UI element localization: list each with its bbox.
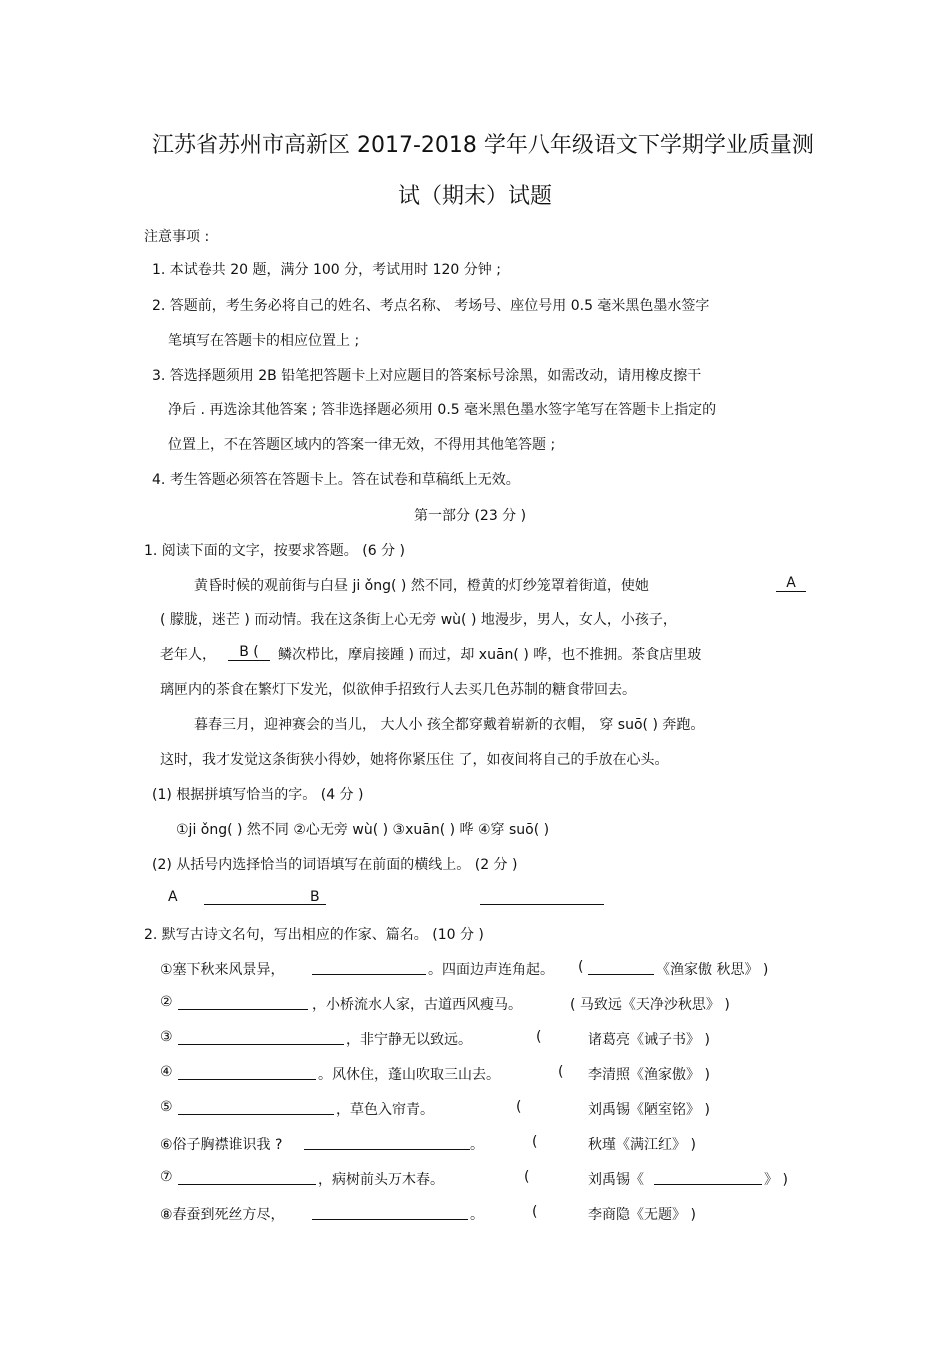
q2-line7-pre: ⑦ <box>160 1169 173 1185</box>
q1-passage-line3b: 鳞次栉比，摩肩接踵 ) 而过，却 xuān( ) 哗，也不推拥。茶食店里玻 <box>278 647 702 663</box>
q1-sub2: (2) 从括号内选择恰当的词语填写在前面的横线上。 (2 分 ) <box>152 857 518 873</box>
doc-title-line1: 江苏省苏州市高新区 2017-2018 学年八年级语文下学期学业质量测 <box>152 133 814 158</box>
part1-heading: 第一部分 (23 分 ) <box>414 508 527 524</box>
q2-line6-post: 。 <box>470 1137 484 1153</box>
q1-answer-a-blank[interactable] <box>204 904 326 905</box>
q1-sub1: (1) 根据拼填写恰当的字。 (4 分 ) <box>152 787 364 803</box>
notice-item-2-cont: 笔填写在答题卡的相应位置上 ; <box>168 333 360 349</box>
q2-line5-blank[interactable] <box>178 1114 334 1115</box>
q2-line4-blank[interactable] <box>178 1079 316 1080</box>
q2-line4-src: 李清照《渔家傲》 ) <box>588 1067 710 1083</box>
q2-line4-post: 。风休住，蓬山吹取三山去。 <box>318 1067 500 1083</box>
q2-line1-src-open: ( <box>578 959 584 975</box>
q2-line7-src-open: ( <box>524 1169 530 1185</box>
q2-line5-pre: ⑤ <box>160 1099 173 1115</box>
doc-title-line2: 试（期末）试题 <box>398 184 553 209</box>
q1-stem: 1. 阅读下面的文字，按要求答题。 (6 分 ) <box>144 543 405 559</box>
q2-line8-post: 。 <box>470 1207 484 1223</box>
q1-a-label: A <box>786 575 796 591</box>
q1-answer-b-label: B <box>310 889 320 905</box>
q2-line5-post: ，草色入帘青。 <box>336 1102 434 1118</box>
q1-blank-a-label <box>776 575 806 592</box>
q2-line3-src: 诸葛亮《诫子书》 ) <box>588 1032 710 1048</box>
q1-blank-b-label <box>228 644 270 661</box>
q1-passage-line6: 这时，我才发觉这条街狭小得妙，她将你紧压住 了，如夜间将自己的手放在心头。 <box>160 752 669 768</box>
q2-line2-blank[interactable] <box>178 1009 308 1010</box>
q2-line5-src: 刘禹锡《陋室铭》 ) <box>588 1102 710 1118</box>
q2-line1-src: 《渔家傲 秋思》 ) <box>656 962 769 978</box>
q2-line6-src: 秋瑾《满江红》 ) <box>588 1137 696 1153</box>
q2-line3-blank[interactable] <box>178 1044 344 1045</box>
q1-b-label: B ( <box>239 644 259 660</box>
q2-line7-post: ，病树前头万木春。 <box>318 1172 444 1188</box>
q1-answer-b-blank[interactable] <box>480 904 604 905</box>
q1-passage-line3a: 老年人， <box>160 647 216 663</box>
notice-item-4: 4. 考生答题必须答在答题卡上。答在试卷和草稿纸上无效。 <box>152 472 520 488</box>
q2-line1-author-blank[interactable] <box>588 974 654 975</box>
q2-line2-pre: ② <box>160 994 173 1010</box>
q2-line3-src-open: ( <box>536 1029 542 1045</box>
q2-line6-blank[interactable] <box>304 1149 470 1150</box>
notice-heading: 注意事项 : <box>144 229 210 245</box>
q2-line4-src-open: ( <box>558 1064 564 1080</box>
notice-item-1: 1. 本试卷共 20 题，满分 100 分，考试用时 120 分钟 ; <box>152 262 501 278</box>
notice-item-3-cont1: 净后 . 再选涂其他答案 ; 答非选择题必须用 0.5 毫米黑色墨水签字笔写在答题卡上指定的 <box>168 402 717 418</box>
q2-line7-src: 刘禹锡《 <box>588 1172 644 1188</box>
q1-passage-line4: 璃匣内的茶食在繁灯下发光，似欲伸手招致行人去买几色苏制的糖食带回去。 <box>160 682 636 698</box>
q2-line3-post: ，非宁静无以致远。 <box>346 1032 472 1048</box>
q1-answer-a-label: A <box>168 889 178 905</box>
q2-line8-src-open: ( <box>532 1204 538 1220</box>
q2-stem: 2. 默写古诗文名句，写出相应的作家、篇名。 (10 分 ) <box>144 927 484 943</box>
q2-line3-pre: ③ <box>160 1029 173 1045</box>
notice-item-3-cont2: 位置上，不在答题区域内的答案一律无效，不得用其他笔答题 ; <box>168 437 556 453</box>
q1-passage-line5: 暮春三月，迎神赛会的当儿， 大人小 孩全都穿戴着崭新的衣帽， 穿 suō( ) 奔跑。 <box>194 717 705 733</box>
q2-line6-src-open: ( <box>532 1134 538 1150</box>
q2-line2-post: ，小桥流水人家，古道西风瘦马。 <box>312 997 522 1013</box>
q2-line8-pre: ⑧春蚕到死丝方尽， <box>160 1207 285 1223</box>
q2-line1-pre: ①塞下秋来风景异， <box>160 962 285 978</box>
q2-line1-blank[interactable] <box>312 974 426 975</box>
q2-line1-post: 。四面边声连角起。 <box>428 962 554 978</box>
q2-line8-src: 李商隐《无题》 ) <box>588 1207 696 1223</box>
q1-passage-line1: 黄昏时候的观前街与白昼 ji ǒng( ) 然不同，橙黄的灯纱笼罩着街道，使她 <box>194 578 649 594</box>
q1-passage-line2: ( 朦胧，迷芒 ) 而动情。我在这条街上心无旁 wù( ) 地漫步，男人，女人，小孩子， <box>160 612 677 628</box>
q2-line8-blank[interactable] <box>312 1219 468 1220</box>
q2-line7-src-close: 》 ) <box>764 1172 788 1188</box>
notice-item-2: 2. 答题前，考生务必将自己的姓名、考点名称、 考场号、座位号用 0.5 毫米黑色墨水签字 <box>152 298 710 314</box>
q2-line6-pre: ⑥俗子胸襟谁识我 ? <box>160 1137 283 1153</box>
q2-line2-src: ( 马致远《天净沙秋思》 ) <box>570 997 730 1013</box>
q2-line7-blank[interactable] <box>178 1184 316 1185</box>
q2-line5-src-open: ( <box>516 1099 522 1115</box>
q2-line7-title-blank[interactable] <box>654 1184 762 1185</box>
notice-item-3: 3. 答选择题须用 2B 铅笔把答题卡上对应题目的答案标号涂黑，如需改动，请用橡皮擦干 <box>152 368 702 384</box>
q1-sub1-items: ①ji ǒng( ) 然不同 ②心无旁 wù( ) ③xuān( ) 哗 ④穿 suō( ) <box>176 822 550 838</box>
q2-line4-pre: ④ <box>160 1064 173 1080</box>
